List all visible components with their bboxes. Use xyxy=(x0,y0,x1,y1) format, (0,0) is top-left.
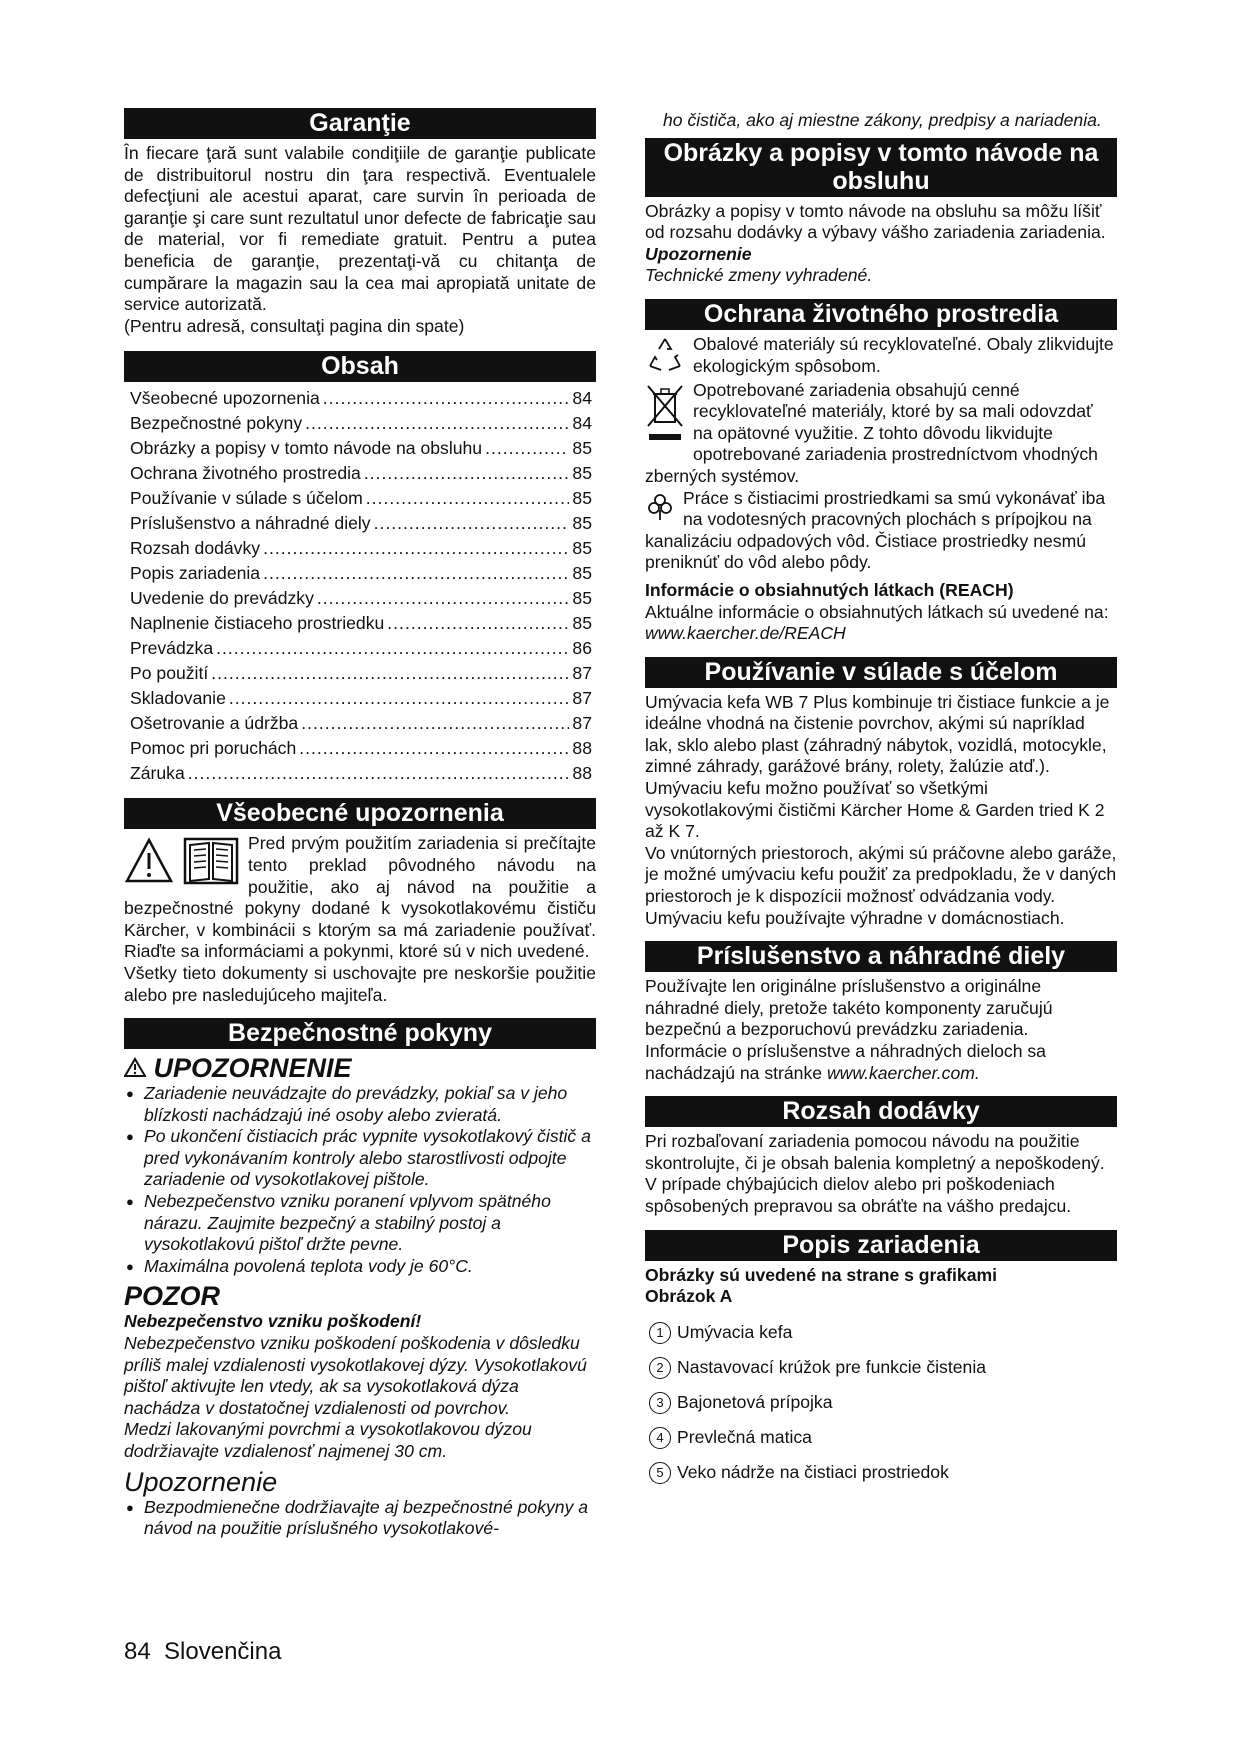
toc-page: 86 xyxy=(572,638,592,659)
vseobecne-p2: Všetky tieto dokumenty si uschovajte pre neskoršie použitie alebo pre nasledujúceho majiteľa. xyxy=(124,962,596,1005)
toc-leader xyxy=(263,561,569,586)
page-footer xyxy=(124,1638,281,1666)
toc-row[interactable] xyxy=(124,736,596,761)
prislusenstvo-p1: Používajte len originálne príslušenstvo a originálne náhradné diely, pretože takéto komponenty zaručujú bezpečnú a bezporuchovú prevádzku zariadenia. xyxy=(645,976,1053,1040)
toc-title: Naplnenie čistiaceho prostriedku xyxy=(130,613,385,634)
toc-title: Všeobecné upozornenia xyxy=(130,388,320,409)
part-number-badge: 5 xyxy=(649,1462,671,1484)
toc-leader xyxy=(374,511,570,536)
toc-row[interactable] xyxy=(124,661,596,686)
ochrana-body xyxy=(645,334,1117,645)
crossed-bin-icon xyxy=(645,382,685,450)
toc-title: Po použití xyxy=(130,663,209,684)
part-label: Bajonetová prípojka xyxy=(677,1392,833,1413)
popis-heading: Popis zariadenia xyxy=(645,1230,1117,1261)
toc-title: Popis zariadenia xyxy=(130,563,261,584)
toc-leader xyxy=(364,461,570,486)
rozsah-text: Pri rozbaľovaní zariadenia pomocou návodu na použitie skontrolujte, či je obsah balenia kompletný a nepoškodený. V prípade chýbajúcich dielov alebo pri poškodeniach spôsobených prepravou sa obráťte na vášho predajcu. xyxy=(645,1131,1105,1216)
toc-title: Skladovanie xyxy=(130,688,226,709)
toc-page: 87 xyxy=(572,688,592,709)
toc-page: 85 xyxy=(572,488,592,509)
obsah-heading: Obsah xyxy=(124,351,596,382)
ochrana-p3: Práce s čistiacimi prostriedkami sa smú vykonávať iba na vodotesných pracovných plochách s prípojkou na kanalizáciu odpadových vôd. Čistiace prostriedky nesmú preniknúť do vôd alebo pôdy. xyxy=(645,487,1106,573)
parts-list xyxy=(645,1316,1117,1491)
part-item xyxy=(645,1421,1117,1456)
obrazky-note-heading: Upozornenie xyxy=(645,243,752,264)
popis-sub1: Obrázky sú uvedené na strane s grafikami xyxy=(645,1264,998,1285)
toc-leader xyxy=(299,736,569,761)
upozornenie-heading: Upozornenie xyxy=(124,1466,278,1497)
kaercher-link[interactable]: www.kaercher.com. xyxy=(826,1062,980,1083)
obrazky-text: Obrázky a popisy v tomto návode na obsluhu sa môžu líšiť od rozsahu dodávky a výbavy vášho zariadenia zariadenia. xyxy=(645,200,1106,243)
part-number-badge: 3 xyxy=(649,1392,671,1414)
pozor-p2: Medzi lakovanými povrchmi a vysokotlakovou dýzou dodržiavajte vzdialenosť najmenej 30 cm. xyxy=(124,1419,532,1461)
left-column xyxy=(124,108,596,1540)
toc-leader xyxy=(301,711,569,736)
toc-title: Príslušenstvo a náhradné diely xyxy=(130,513,371,534)
toc-title: Pomoc pri poruchách xyxy=(130,738,297,759)
list-item: ● Bezpodmienečne dodržiavajte aj bezpečnostné pokyny a návod na použitie príslušného vysokotlakové- xyxy=(124,1497,596,1540)
toc-row[interactable] xyxy=(124,411,596,436)
toc-page: 85 xyxy=(572,538,592,559)
ochrana-heading: Ochrana životného prostredia xyxy=(645,299,1117,330)
pozor-p1: Nebezpečenstvo vzniku poškodení poškodenia v dôsledku príliš malej vzdialenosti vysokotlakovej dýzy. Vysokotlakovú pištoľ aktivujte len vtedy, ak sa vysokotlaková dýza nachádza v dostatočnej vzdialenosti od povrchov. xyxy=(124,1333,587,1418)
vseobecne-body xyxy=(124,833,596,1006)
toc-row[interactable] xyxy=(124,461,596,486)
toc-row[interactable] xyxy=(124,561,596,586)
ochrana-p1: Obalové materiály sú recyklovateľné. Obaly zlikvidujte ekologickým spôsobom. xyxy=(693,333,1114,376)
reach-text: Aktuálne informácie o obsiahnutých látkach sú uvedené na: www.kaercher.de/REACH xyxy=(645,601,1109,644)
toc-row[interactable] xyxy=(124,436,596,461)
vseobecne-p1: Pred prvým použitím zariadenia si prečítajte tento preklad pôvodného návodu na použitie, ako aj návod na použitie a bezpečnostné pokyny dodané k vysokotlakovému čističu Kärcher, v kombinácii s ktorým sa má zariadenie používať. Riaďte sa informáciami a pokynmi, ktoré sú v nich uvedené. xyxy=(124,833,596,962)
toc-title: Obrázky a popisy v tomto návode na obsluhu xyxy=(130,438,483,459)
toc-row[interactable] xyxy=(124,386,596,411)
toc-page: 85 xyxy=(572,438,592,459)
footer-language: Slovenčina xyxy=(164,1638,282,1665)
toc-title: Uvedenie do prevádzky xyxy=(130,588,314,609)
toc-page: 85 xyxy=(572,588,592,609)
toc-title: Rozsah dodávky xyxy=(130,538,261,559)
pouzivanie-p2: Umývaciu kefu možno používať so všetkými vysokotlakovými čističmi Kärcher Home & Garden tried K 2 až K 7. xyxy=(645,778,1105,842)
part-label: Umývacia kefa xyxy=(677,1322,793,1343)
toc-page: 88 xyxy=(572,738,592,759)
toc-row[interactable] xyxy=(124,536,596,561)
toc-leader xyxy=(305,411,569,436)
water-drop-icon xyxy=(645,490,675,528)
warning-triangle-icon xyxy=(124,835,174,891)
toc-page: 85 xyxy=(572,563,592,584)
toc-row[interactable] xyxy=(124,761,596,786)
toc-page: 87 xyxy=(572,713,592,734)
obrazky-heading: Obrázky a popisy v tomto návode na obsluhu xyxy=(645,138,1117,197)
toc-title: Ochrana životného prostredia xyxy=(130,463,361,484)
toc-row[interactable] xyxy=(124,686,596,711)
toc-leader xyxy=(317,586,570,611)
part-item xyxy=(645,1386,1117,1421)
toc-leader xyxy=(366,486,570,511)
toc-title: Ošetrovanie a údržba xyxy=(130,713,299,734)
toc-title: Prevádzka xyxy=(130,638,214,659)
list-item: ● Nebezpečenstvo vzniku poranení vplyvom spätného nárazu. Zaujmite bezpečný a stabilný postoj a vysokotlakovú pištoľ držte pevne. xyxy=(124,1191,596,1256)
toc-leader xyxy=(323,386,570,411)
toc-row[interactable] xyxy=(124,586,596,611)
toc-title: Záruka xyxy=(130,763,185,784)
prislusenstvo-heading: Príslušenstvo a náhradné diely xyxy=(645,941,1117,972)
toc-row[interactable] xyxy=(124,711,596,736)
popis-sub2: Obrázok A xyxy=(645,1286,733,1307)
part-item xyxy=(645,1316,1117,1351)
toc-page: 85 xyxy=(572,613,592,634)
toc-leader xyxy=(188,761,570,786)
pouzivanie-p1: Umývacia kefa WB 7 Plus kombinuje tri čistiace funkcie a je ideálne vhodná na čistenie povrchov, akými sú napríklad lak, sklo alebo plast (záhradný nábytok, vozidlá, motocykle, zimné záhrady, garážové brány, rolety, žalúzie atď.). xyxy=(645,691,1110,777)
part-number-badge: 4 xyxy=(649,1427,671,1449)
list-item: ● Po ukončení čistiacich prác vypnite vysokotlakový čistič a pred vykonávaním kontroly alebo starostlivosti odpojte zariadenie od vysokotlakovej pištole. xyxy=(124,1126,596,1191)
toc-row[interactable] xyxy=(124,611,596,636)
part-number-badge: 1 xyxy=(649,1322,671,1344)
toc-page: 85 xyxy=(572,463,592,484)
part-label: Nastavovací krúžok pre funkcie čistenia xyxy=(677,1357,987,1378)
warning-heading: UPOZORNENIE xyxy=(124,1053,596,1083)
rozsah-heading: Rozsah dodávky xyxy=(645,1096,1117,1127)
prislusenstvo-p2: Informácie o príslušenstve a náhradných dieloch sa nachádzajú na stránke www.kaercher.com. xyxy=(645,1041,1046,1083)
manual-book-icon xyxy=(182,835,240,895)
part-label: Veko nádrže na čistiaci prostriedok xyxy=(677,1462,949,1483)
list-item: ● Zariadenie neuvádzajte do prevádzky, pokiaľ sa v jeho blízkosti nachádzajú iné osoby alebo zvieratá. xyxy=(124,1083,596,1126)
part-item xyxy=(645,1351,1117,1386)
list-item: ● Maximálna povolená teplota vody je 60°C. xyxy=(124,1256,596,1278)
vseobecne-heading: Všeobecné upozornenia xyxy=(124,798,596,829)
toc-title: Bezpečnostné pokyny xyxy=(130,413,303,434)
toc-leader xyxy=(211,661,569,686)
reach-link[interactable]: www.kaercher.de/REACH xyxy=(645,623,846,644)
reach-heading: Informácie o obsiahnutých látkach (REACH) xyxy=(645,579,1014,600)
toc-leader xyxy=(216,636,569,661)
toc-page: 84 xyxy=(572,388,592,409)
obrazky-note-text: Technické zmeny vyhradené. xyxy=(645,265,873,286)
page-number: 84 xyxy=(124,1638,151,1665)
toc-title: Používanie v súlade s účelom xyxy=(130,488,363,509)
continued-text: ho čističa, ako aj miestne zákony, predpisy a nariadenia. xyxy=(663,110,1102,130)
right-column xyxy=(645,110,1117,1491)
toc-row[interactable] xyxy=(124,636,596,661)
toc-leader xyxy=(263,536,569,561)
pouzivanie-heading: Používanie v súlade s účelom xyxy=(645,657,1117,688)
pozor-subheading: Nebezpečenstvo vzniku poškodení! xyxy=(124,1311,422,1332)
garantie-text: În fiecare ţară sunt valabile condiţiile de garanţie publicate de distribuitorul nostru din ţara respectivă. Eventualele defecţiuni ale acestui aparat, care survin în perioada de garanţie şi care sunt rezultatul unor defecte de fabricaţie sau de material, vor fi remediate gratuit. Pentru a putea beneficia de garanţie, prezentaţi-vă cu chitanţa de cumpărare la magazin sau la cea mai apropiată unitate de service autorizată. xyxy=(124,143,596,315)
pouzivanie-p4: Umývaciu kefu používajte výhradne v domácnostiach. xyxy=(645,907,1065,928)
bezpecnost-heading: Bezpečnostné pokyny xyxy=(124,1018,596,1049)
part-item xyxy=(645,1456,1117,1491)
pozor-heading: POZOR xyxy=(124,1281,221,1312)
table-of-contents xyxy=(124,386,596,786)
toc-row[interactable] xyxy=(124,511,596,536)
warning-list xyxy=(124,1083,596,1277)
upozornenie-list xyxy=(124,1497,596,1540)
toc-page: 84 xyxy=(572,413,592,434)
warning-small-icon xyxy=(124,1053,154,1083)
recycle-icon xyxy=(645,336,685,380)
pouzivanie-p3: Vo vnútorných priestoroch, akými sú práčovne alebo garáže, je možné umývaciu kefu použiť za predpokladu, že v daných priestoroch je k dispozícii možnosť odvádzania vody. xyxy=(645,842,1117,907)
toc-page: 87 xyxy=(572,663,592,684)
part-label: Prevlečná matica xyxy=(677,1427,812,1448)
toc-page: 88 xyxy=(572,763,592,784)
garantie-note: (Pentru adresă, consultaţi pagina din spate) xyxy=(124,315,465,336)
toc-leader xyxy=(387,611,569,636)
toc-leader xyxy=(485,436,569,461)
part-number-badge: 2 xyxy=(649,1357,671,1379)
toc-page: 85 xyxy=(572,513,592,534)
ochrana-p2: Opotrebované zariadenia obsahujú cenné recyklovateľné materiály, ktoré by sa mali odovzdať na opätovné využitie. Z tohto dôvodu likvidujte opotrebované zariadenia prostredníctvom vhodných zberných systémov. xyxy=(645,379,1098,486)
toc-leader xyxy=(229,686,570,711)
toc-row[interactable] xyxy=(124,486,596,511)
garantie-heading: Garanţie xyxy=(124,108,596,139)
